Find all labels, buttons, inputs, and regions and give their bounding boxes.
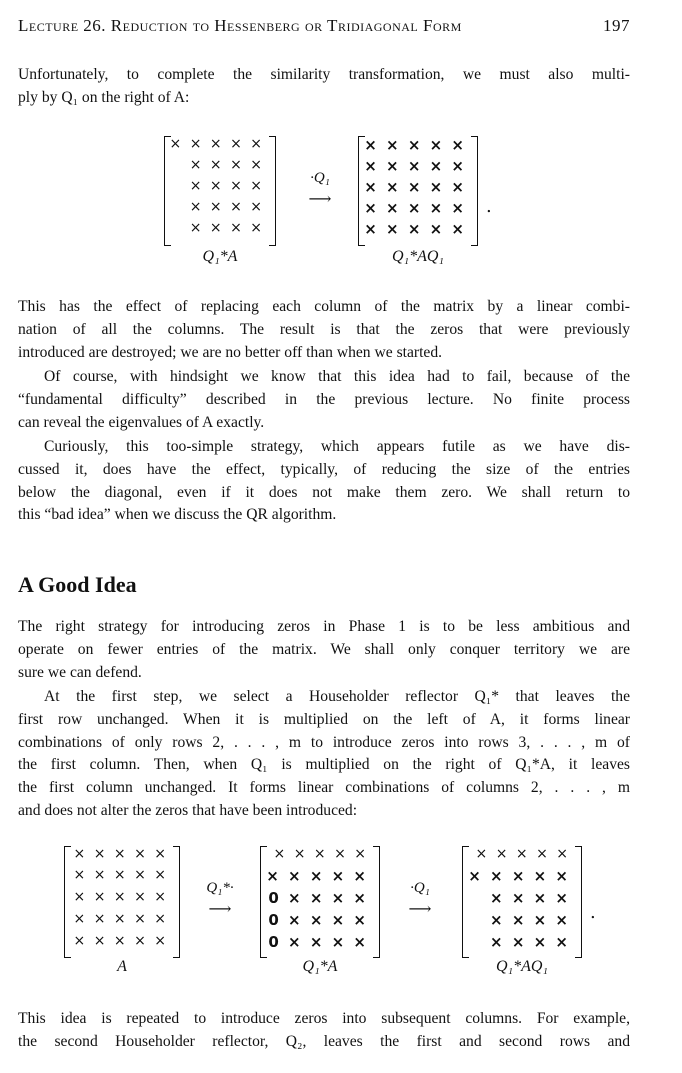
text-line: and does not alter the zeros that have been introduced: (18, 801, 358, 819)
text-line: operate on fewer entries of the matrix. We shall only conquer territory we are (18, 640, 630, 658)
text-line: At the first step, we select a Householder reflector Q₁* that leaves the (44, 688, 630, 705)
running-title: Lecture 26. Reduction to Hessenberg or Tridiagonal Form (18, 16, 462, 35)
paragraph (18, 296, 630, 364)
text-line: this “bad idea” when we discuss the QR algorithm. (18, 506, 337, 524)
matrix-row: × × × × (189, 199, 264, 215)
matrix-row: × × × × (490, 889, 570, 907)
matrix-row: × × × × × (73, 911, 168, 927)
page-number: 197 (603, 16, 630, 35)
paragraph (18, 366, 630, 434)
text-line: This has the effect of replacing each column of the matrix by a linear combi- (18, 298, 630, 315)
text-line: the second Householder reflector, Q₂, leaves the first and second rows and (18, 1032, 630, 1050)
matrix-row: × × × × × (169, 136, 264, 152)
matrix-row: × × × × × (73, 889, 168, 905)
matrix-q1a (166, 136, 274, 244)
paragraph (18, 1008, 630, 1054)
text-line: cussed it, does have the effect, typically, of reducing the size of the entries (18, 460, 630, 478)
text-line: This idea is repeated to introduce zeros into subsequent columns. For example, (18, 1010, 630, 1027)
matrix-row: × × × × × (364, 178, 466, 196)
operator-label: ·Q₁ (410, 880, 430, 896)
matrix-row: 0 × × × × (268, 911, 368, 929)
text-line: sure we can defend. (18, 663, 142, 681)
matrix-label: Q₁*AQ₁ (391, 248, 444, 265)
transform-arrow (392, 880, 448, 919)
arrow-icon: ⟶ (408, 901, 432, 918)
arrow-icon: ⟶ (308, 191, 332, 208)
matrix-label: A (117, 958, 127, 975)
matrix-label: Q₁*AQ₁ (495, 958, 548, 975)
matrix-row: × × × × × (364, 220, 466, 238)
text-line: first row unchanged. When it is multiplied on the left of A, it forms linear (18, 710, 630, 728)
figure-period: . (486, 196, 492, 217)
matrix-label: Q₁*A (202, 248, 238, 265)
matrix-row: × × × × × (364, 136, 466, 154)
matrix-row: × × × × × (266, 867, 368, 885)
transform-arrow (192, 880, 248, 919)
matrix-a (66, 846, 178, 956)
text-line: “fundamental difficulty” described in the previous lecture. No finite process (18, 390, 630, 408)
figure-period: . (590, 902, 596, 923)
matrix-row: × × × × × (468, 867, 570, 885)
text-line: nation of all the columns. The result is that the zeros that were previously (18, 320, 630, 338)
matrix-row: × × × × × (475, 846, 570, 862)
matrix-row: × × × × (490, 911, 570, 929)
transform-arrow (290, 170, 350, 209)
matrix-row: 0 × × × × (268, 889, 368, 907)
operator-label: Q₁*· (206, 880, 234, 896)
text-line: the first column unchanged. It forms linear combinations of columns 2, . . . , m (18, 779, 630, 797)
operator-label: ·Q₁ (310, 170, 330, 186)
matrix-row: × × × × × (73, 846, 168, 862)
matrix-row: × × × × (189, 157, 264, 173)
paragraph (18, 616, 630, 684)
matrix-row: × × × × × (73, 933, 168, 949)
matrix-q1a (262, 846, 378, 956)
matrix-row: × × × × (490, 933, 570, 951)
paragraph (18, 686, 630, 823)
running-header (18, 16, 630, 40)
matrix-row: × × × × × (364, 199, 466, 217)
text-line: can reveal the eigenvalues of A exactly. (18, 413, 265, 431)
matrix-row: × × × × (189, 220, 264, 236)
matrix-q1aq1 (360, 136, 476, 244)
matrix-q1aq1 (464, 846, 580, 956)
text-line: ply by Q₁ on the right of A: (18, 88, 190, 106)
section-heading: A Good Idea (18, 572, 137, 597)
text-line: combinations of only rows 2, . . . , m to introduce zeros into rows 3, . . . , m of (18, 733, 630, 751)
matrix-row: × × × × (189, 178, 264, 194)
matrix-label: Q₁*A (302, 958, 338, 975)
intro-paragraph (18, 64, 630, 110)
text-line: Unfortunately, to complete the similarity transformation, we must also multi- (18, 66, 630, 83)
text-line: introduced are destroyed; we are no better off than when we started. (18, 343, 443, 361)
text-line: below the diagonal, even if it does not make them zero. We shall return to (18, 483, 630, 501)
matrix-row: × × × × × (364, 157, 466, 175)
matrix-row: × × × × × (273, 846, 368, 862)
text-line: The right strategy for introducing zeros in Phase 1 is to be less ambitious and (18, 618, 630, 635)
text-line: Curiously, this too-simple strategy, which appears futile as we have dis- (44, 438, 630, 455)
arrow-icon: ⟶ (208, 901, 232, 918)
matrix-row: 0 × × × × (268, 933, 368, 951)
matrix-row: × × × × × (73, 867, 168, 883)
paragraph (18, 436, 630, 527)
text-line: the first column. Then, when Q₁ is multiplied on the right of Q₁*A, it leaves (18, 756, 630, 774)
text-line: Of course, with hindsight we know that this idea had to fail, because of the (44, 368, 630, 385)
